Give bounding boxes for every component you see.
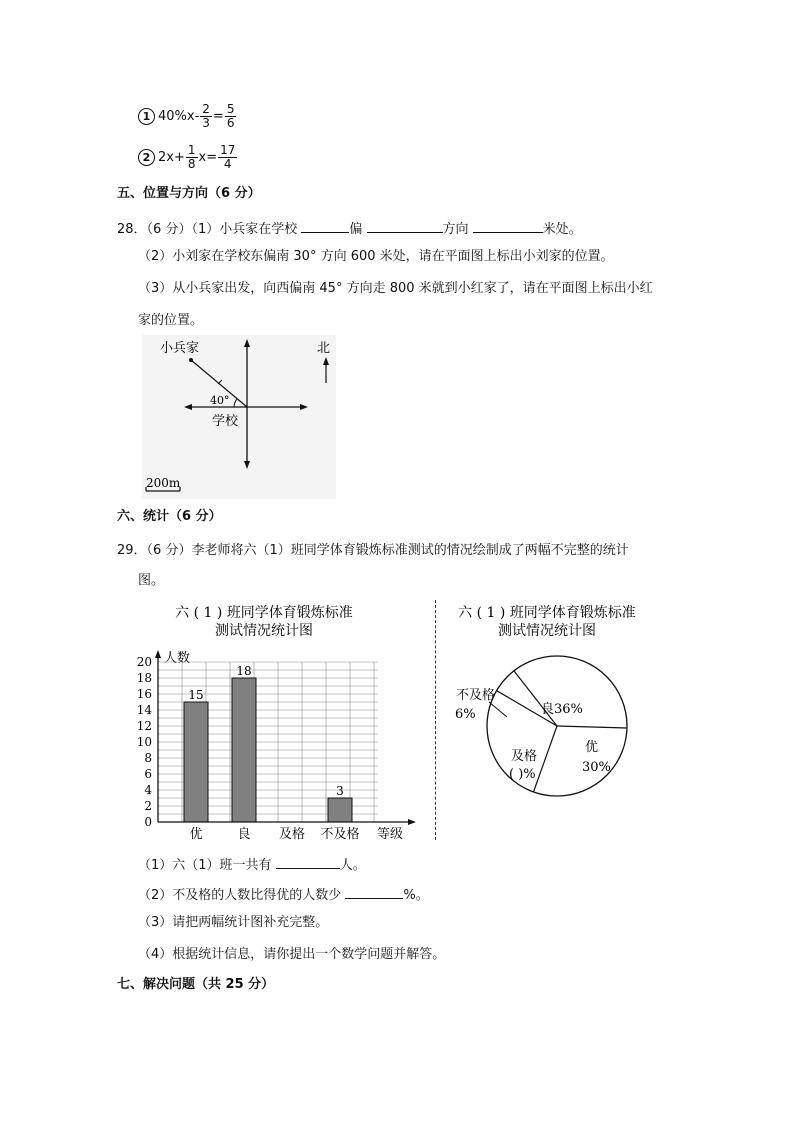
bar-chart-xticks <box>189 826 359 842</box>
q29-sub-1: （1）六（1）班一共有 人。 <box>138 854 366 875</box>
eq1-equals: = <box>212 109 224 124</box>
pie-pct-fail: 6% <box>455 707 476 722</box>
eq2-fraction-1: $\frac{1}{8}$ <box>187 143 196 171</box>
map-background <box>142 335 336 499</box>
circled-number-1: 1 <box>138 108 155 125</box>
y-tick-label: 0 <box>144 815 152 829</box>
answer-blank-4[interactable] <box>276 854 340 869</box>
eq1-lhs: 40%x- <box>158 109 200 124</box>
q29-line-2: 图。 <box>138 573 165 588</box>
q29-line-1: 29．（6 分）李老师将六（1）班同学体育锻炼标准测试的情况绘制成了两幅不完整的统计 <box>117 543 629 558</box>
y-tick-label: 16 <box>136 687 152 701</box>
bar-chart-yticks <box>137 655 153 829</box>
q29-sub-3: （3）请把两幅统计图补充完整。 <box>138 915 329 930</box>
y-tick-label: 10 <box>136 735 152 749</box>
q28-line-3: （3）从小兵家出发，向西偏南 45° 方向走 800 米就到小红家了，请在平面图上标出小红 <box>138 281 653 296</box>
y-axis-arrow-icon <box>155 650 161 658</box>
circled-number-2: 2 <box>138 149 155 166</box>
home-label: 小兵家 <box>160 341 200 356</box>
answer-blank-5[interactable] <box>345 884 403 899</box>
x-tick-label: 不及格 <box>320 827 360 842</box>
bar-chart <box>130 598 430 844</box>
eq2-fraction-2: $\frac{17}{4}$ <box>220 143 236 171</box>
pie-chart <box>445 598 655 798</box>
eq2-lhs: 2x+ <box>158 150 185 165</box>
bar-chart-xlabel: 等级 <box>377 827 404 842</box>
eq2-mid: x= <box>198 150 218 165</box>
bar <box>328 798 352 822</box>
section-6-title: 六、统计（6 分） <box>117 509 222 524</box>
pie-pct-pass: ( )% <box>509 767 536 782</box>
equation-2 <box>138 144 238 171</box>
bar-value-label: 18 <box>236 664 252 678</box>
section-5-title: 五、位置与方向（6 分） <box>117 186 261 201</box>
bar <box>184 702 208 822</box>
section-7-title: 七、解决问题（共 25 分） <box>117 977 275 992</box>
q28-line-2: （2）小刘家在学校东偏南 30° 方向 600 米处，请在平面图上标出小刘家的位置。 <box>138 249 614 264</box>
bar-chart-ylabel: 人数 <box>164 651 191 666</box>
equation-1 <box>138 103 237 130</box>
pie-chart-title: 六 ( 1 ) 班同学体育锻炼标准 <box>458 605 636 621</box>
pie-slices <box>487 656 627 796</box>
north-label: 北 <box>317 341 331 356</box>
y-tick-label: 6 <box>144 767 152 781</box>
position-map <box>142 335 336 499</box>
q29-sub-4: （4）根据统计信息，请你提出一个数学问题并解答。 <box>138 947 446 962</box>
pie-label-pass: 及格 <box>511 749 538 764</box>
q28-line-1: 28．（6 分）（1）小兵家在学校 偏 方向 米处。 <box>117 218 582 239</box>
bar-value-label: 3 <box>336 784 344 798</box>
eq1-fraction-2: $\frac{5}{6}$ <box>226 102 235 130</box>
y-tick-label: 12 <box>136 719 152 733</box>
y-tick-label: 4 <box>144 783 152 797</box>
chart-divider <box>435 600 436 840</box>
x-tick-label: 优 <box>189 827 203 842</box>
pie-label-good: 良36% <box>541 702 583 717</box>
home-point <box>189 358 193 362</box>
y-tick-label: 18 <box>136 671 152 685</box>
scale-label: 200m <box>146 476 181 490</box>
y-tick-label: 20 <box>136 655 152 669</box>
pie-label-fail: 不及格 <box>456 688 496 703</box>
x-tick-label: 及格 <box>278 827 306 842</box>
pie-label-excellent: 优 <box>585 740 599 755</box>
q29-sub-2: （2）不及格的人数比得优的人数少 %。 <box>138 884 429 905</box>
school-label: 学校 <box>212 414 239 429</box>
bar-chart-title: 六 ( 1 ) 班同学体育锻炼标准 <box>175 605 353 621</box>
eq1-fraction-1: $\frac{2}{3}$ <box>202 102 210 130</box>
y-tick-label: 8 <box>144 751 152 765</box>
answer-blank-1[interactable] <box>301 218 349 233</box>
answer-blank-2[interactable] <box>367 218 443 233</box>
answer-blank-3[interactable] <box>473 218 543 233</box>
bar <box>232 678 256 822</box>
q28-line-4: 家的位置。 <box>138 313 204 328</box>
bar-chart-subtitle: 测试情况统计图 <box>215 623 313 639</box>
y-tick-label: 14 <box>136 703 152 717</box>
pie-pct-excellent: 30% <box>582 760 611 775</box>
x-tick-label: 良 <box>237 827 251 842</box>
angle-label: 40° <box>210 394 230 407</box>
y-tick-label: 2 <box>144 799 152 813</box>
pie-chart-subtitle: 测试情况统计图 <box>498 623 596 639</box>
bar-value-label: 15 <box>188 688 204 702</box>
x-axis-arrow-icon <box>408 819 416 825</box>
